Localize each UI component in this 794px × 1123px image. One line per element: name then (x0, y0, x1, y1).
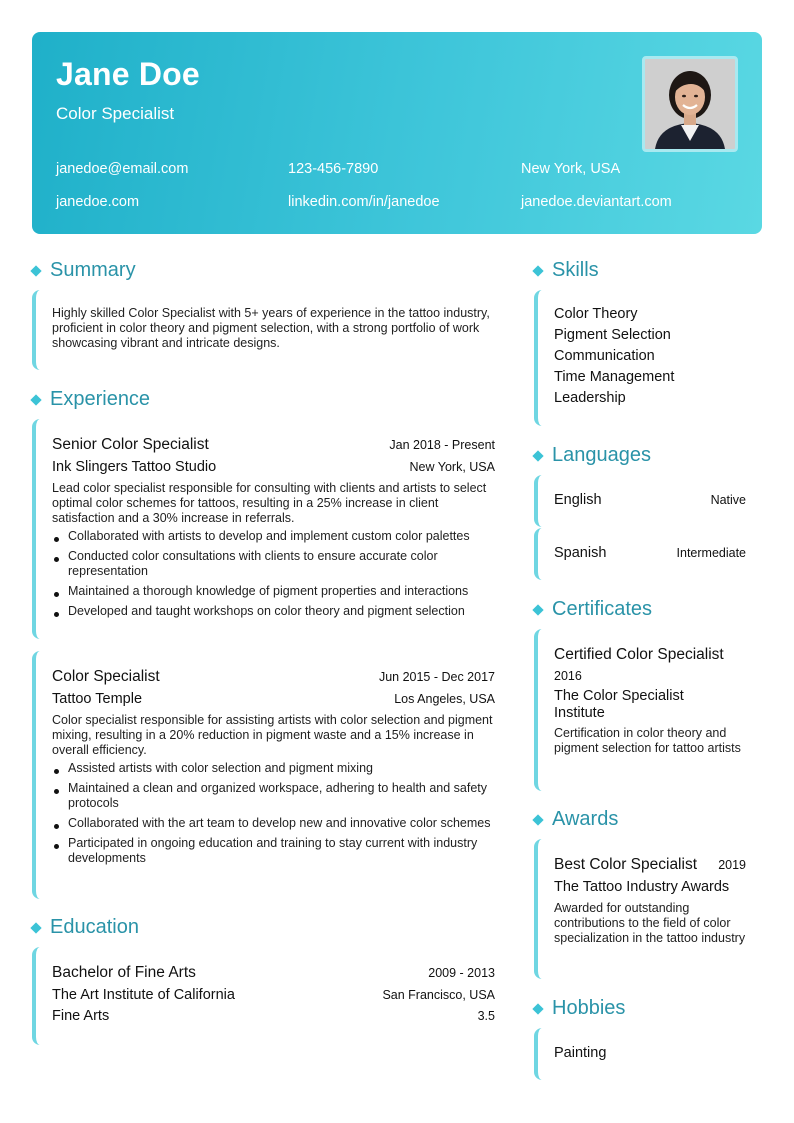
language-level: Native (710, 493, 746, 507)
experience-item (32, 651, 495, 899)
edu-major: Fine Arts (52, 1008, 110, 1024)
job-bullet: Developed and taught workshops on color theory and pigment selection (52, 604, 495, 619)
award-name: Best Color Specialist (554, 856, 698, 873)
award-issuer: The Tattoo Industry Awards (554, 879, 730, 895)
skill-item: Color Theory (554, 306, 638, 322)
job-bullets (52, 529, 495, 624)
job-role: Senior Color Specialist (52, 436, 209, 453)
section-title-skills (532, 259, 599, 282)
section-title-hobbies (532, 997, 625, 1020)
section-title-text: Experience (50, 388, 151, 410)
section-title-summary (30, 259, 136, 282)
contact-portfolio[interactable]: janedoe.deviantart.com (521, 194, 672, 210)
contact-phone[interactable]: 123-456-7890 (288, 161, 379, 177)
job-location: Los Angeles, USA (394, 692, 495, 706)
language-name: English (554, 492, 602, 508)
job-bullet: Collaborated with the art team to develop new and innovative color schemes (52, 816, 495, 831)
diamond-icon (30, 922, 41, 933)
section-title-text: Certificates (552, 598, 653, 620)
experience-item (32, 419, 495, 639)
job-bullet: Participated in ongoing education and training to stay current with industry developments (52, 836, 495, 866)
section-title-languages (532, 444, 651, 467)
diamond-icon (532, 265, 543, 276)
job-dates: Jun 2015 - Dec 2017 (378, 670, 495, 684)
certificate-description: Certification in color theory and pigment selection for tattoo artists (554, 726, 741, 755)
award-description: Awarded for outstanding contributions to the field of color specialization in the tattoo industry (554, 901, 746, 945)
education-card (32, 947, 495, 1045)
skills-card (534, 290, 762, 426)
certificate-name: Certified Color Specialist (554, 646, 724, 663)
job-description: Color specialist responsible for assisting artists with color selection and pigment mixing, resulting in a 20% reduction in pigment waste and a 15% increase in overall efficiency. (52, 713, 493, 757)
skill-item: Pigment Selection (554, 327, 671, 343)
summary-card (32, 290, 495, 370)
section-title-text: Languages (552, 444, 651, 466)
job-bullet: Conducted color consultations with clients to ensure accurate color representation (52, 549, 495, 579)
job-bullet: Assisted artists with color selection and pigment mixing (52, 761, 495, 776)
section-title-text: Summary (50, 259, 136, 281)
language-item (534, 528, 746, 580)
job-bullet: Collaborated with artists to develop and implement custom color palettes (52, 529, 495, 544)
award-year: 2019 (718, 858, 746, 872)
edu-school: The Art Institute of California (52, 987, 235, 1003)
diamond-icon (532, 450, 543, 461)
contact-location: New York, USA (521, 161, 621, 177)
language-name: Spanish (554, 545, 607, 561)
award-card (534, 839, 746, 979)
hobby-item: Painting (554, 1045, 607, 1061)
hobbies-card (534, 1028, 746, 1080)
section-title-text: Skills (552, 259, 599, 281)
summary-text: Highly skilled Color Specialist with 5+ years of experience in the tattoo industry, proficient in color theory and pigment selection, with a strong portfolio of work showcasing vibrant and intricate designs. (52, 306, 490, 350)
section-title-text: Hobbies (552, 997, 626, 1019)
diamond-icon (532, 604, 543, 615)
diamond-icon (532, 814, 543, 825)
diamond-icon (30, 394, 41, 405)
job-bullet: Maintained a clean and organized workspace, adhering to health and safety protocols (52, 781, 495, 811)
section-title-certificates (532, 598, 652, 621)
edu-gpa: 3.5 (477, 1009, 495, 1023)
job-company: Ink Slingers Tattoo Studio (52, 459, 217, 475)
skill-item: Leadership (554, 390, 626, 406)
section-title-awards (532, 808, 618, 831)
job-bullets (52, 761, 495, 871)
language-level: Intermediate (676, 546, 746, 560)
job-bullet: Maintained a thorough knowledge of pigment properties and interactions (52, 584, 495, 599)
skills-list (554, 304, 762, 409)
section-title-text: Awards (552, 808, 619, 830)
skill-item: Communication (554, 348, 655, 364)
section-title-experience (30, 388, 150, 411)
resume-header (32, 32, 762, 234)
skill-item: Time Management (554, 369, 675, 385)
edu-degree: Bachelor of Fine Arts (52, 964, 196, 981)
certificate-card (534, 629, 762, 791)
job-dates: Jan 2018 - Present (389, 438, 495, 452)
edu-dates: 2009 - 2013 (428, 966, 495, 980)
profile-photo (642, 56, 738, 152)
contact-email[interactable]: janedoe@email.com (56, 161, 189, 177)
certificate-year: 2016 (554, 669, 582, 683)
job-description: Lead color specialist responsible for consulting with clients and artists to select optimal color schemes for tattoos, resulting in a 25% increase in client satisfaction and a 30% increase in referrals. (52, 481, 487, 525)
section-title-education (30, 916, 139, 939)
diamond-icon (532, 1003, 543, 1014)
job-role: Color Specialist (52, 668, 160, 685)
language-item (534, 475, 746, 527)
contact-website[interactable]: janedoe.com (56, 194, 140, 210)
diamond-icon (30, 265, 41, 276)
edu-location: San Francisco, USA (382, 988, 495, 1002)
candidate-name: Jane Doe (56, 56, 200, 92)
certificate-issuer: The Color Specialist Institute (554, 688, 684, 721)
job-company: Tattoo Temple (52, 691, 143, 707)
section-title-text: Education (50, 916, 139, 938)
candidate-title: Color Specialist (56, 104, 175, 123)
contact-linkedin[interactable]: linkedin.com/in/janedoe (288, 194, 440, 210)
job-location: New York, USA (409, 460, 495, 474)
